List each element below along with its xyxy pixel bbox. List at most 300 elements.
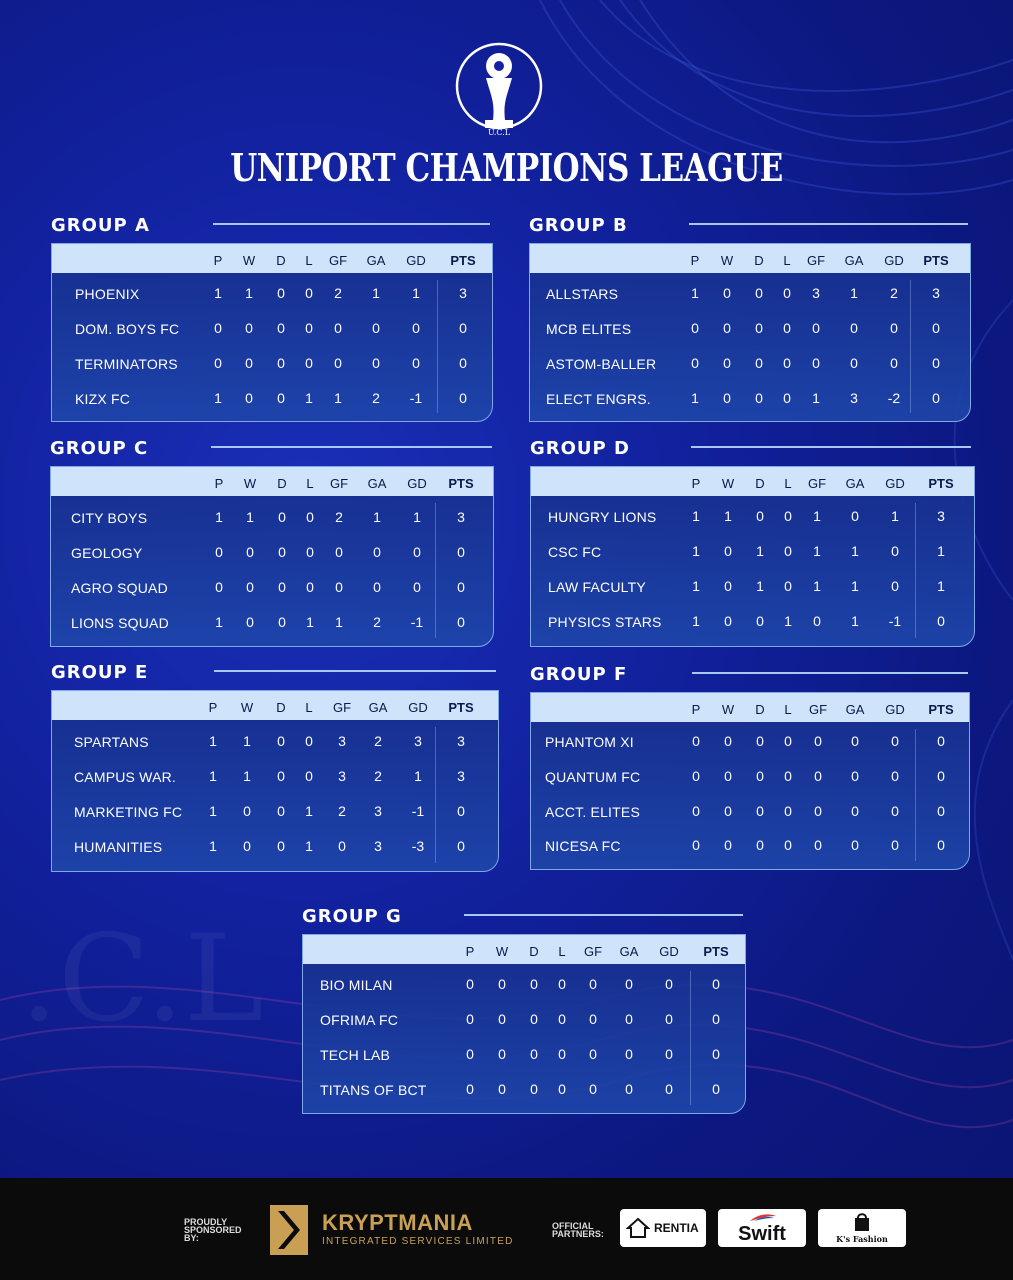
stat-pts: 0	[457, 579, 465, 595]
stat-pts: 0	[937, 768, 945, 784]
stat-w: 0	[724, 837, 732, 853]
column-header-ga: GA	[367, 476, 387, 491]
partner-swift	[718, 1209, 806, 1247]
stat-l: 0	[305, 733, 313, 749]
team-name: NICESA FC	[545, 838, 621, 854]
team-name: MCB ELITES	[546, 321, 632, 337]
stat-d: 0	[277, 355, 285, 371]
table-row	[531, 509, 974, 527]
stat-d: 0	[530, 1046, 538, 1062]
stat-p: 0	[691, 320, 699, 336]
shopping-bag-icon	[853, 1212, 871, 1232]
column-header-p: P	[691, 476, 701, 491]
stat-w: 0	[724, 733, 732, 749]
stat-gf: 0	[814, 768, 822, 784]
stat-ga: 3	[374, 803, 382, 819]
stat-pts: 3	[457, 768, 465, 784]
sponsor-subtitle: INTEGRATED SERVICES LIMITED	[322, 1236, 514, 1247]
stat-pts: 0	[712, 1081, 720, 1097]
stat-gf: 0	[589, 1011, 597, 1027]
table-row	[531, 544, 974, 562]
column-header-w: W	[720, 253, 734, 268]
stat-l: 0	[784, 837, 792, 853]
column-header-gf: GF	[328, 253, 348, 268]
stat-l: 0	[558, 1011, 566, 1027]
column-header-pts: PTS	[928, 476, 954, 491]
stat-d: 0	[278, 509, 286, 525]
table-header-row	[52, 244, 492, 273]
stat-pts: 0	[932, 390, 940, 406]
stat-gf: 0	[338, 838, 346, 854]
stat-w: 0	[498, 1011, 506, 1027]
group-b	[529, 215, 969, 450]
standings-table	[51, 243, 493, 422]
team-name: OFRIMA FC	[320, 1012, 399, 1028]
stat-p: 1	[692, 613, 700, 629]
team-name: PHOENIX	[75, 286, 140, 302]
column-header-pts: PTS	[703, 944, 729, 959]
stat-w: 0	[243, 803, 251, 819]
stat-l: 0	[305, 320, 313, 336]
stat-w: 0	[723, 285, 731, 301]
stat-p: 1	[214, 390, 222, 406]
stat-ga: 0	[373, 544, 381, 560]
stat-d: 0	[756, 613, 764, 629]
stat-w: 0	[724, 803, 732, 819]
stat-gf: 0	[589, 1046, 597, 1062]
stat-l: 0	[783, 355, 791, 371]
table-row	[51, 580, 493, 598]
stat-d: 1	[756, 543, 764, 559]
stat-gd: 3	[414, 733, 422, 749]
stat-gd: 0	[891, 543, 899, 559]
group-title-rule	[691, 446, 971, 448]
table-row	[531, 804, 969, 822]
standings-table	[530, 692, 970, 870]
stat-ga: 0	[850, 320, 858, 336]
stat-gf: 0	[589, 1081, 597, 1097]
column-header-w: W	[721, 476, 735, 491]
group-c	[50, 438, 492, 675]
stat-d: 0	[755, 390, 763, 406]
stat-gf: 0	[814, 733, 822, 749]
table-row	[52, 734, 498, 752]
stat-gd: -1	[409, 390, 423, 406]
team-name: LIONS SQUAD	[71, 615, 169, 631]
stat-pts: 1	[937, 578, 945, 594]
partners-label	[552, 1222, 604, 1238]
team-name: DOM. BOYS FC	[75, 321, 180, 337]
table-row	[52, 391, 492, 409]
group-g	[302, 906, 744, 1142]
partner-name: K's Fashion	[836, 1234, 888, 1244]
stat-l: 1	[306, 614, 314, 630]
table-row	[531, 734, 969, 752]
stat-ga: 1	[851, 613, 859, 629]
group-title-rule	[692, 672, 968, 674]
stat-pts: 3	[459, 285, 467, 301]
stat-d: 0	[530, 976, 538, 992]
stat-gf: 3	[812, 285, 820, 301]
stat-p: 1	[209, 768, 217, 784]
stat-w: 0	[723, 390, 731, 406]
stat-gf: 1	[334, 390, 342, 406]
column-header-l: L	[783, 253, 791, 268]
stat-w: 0	[724, 613, 732, 629]
stat-l: 0	[558, 1081, 566, 1097]
stat-ga: 2	[374, 768, 382, 784]
stat-p: 1	[209, 733, 217, 749]
table-header-row	[531, 467, 974, 496]
column-header-ga: GA	[368, 700, 388, 715]
team-name: AGRO SQUAD	[71, 580, 168, 596]
stat-ga: 1	[851, 543, 859, 559]
stat-ga: 0	[851, 733, 859, 749]
partner-ks-fashion	[818, 1209, 906, 1247]
stat-p: 1	[215, 509, 223, 525]
stat-ga: 0	[851, 768, 859, 784]
stat-w: 0	[724, 768, 732, 784]
table-header-row	[51, 467, 493, 496]
stat-p: 1	[692, 508, 700, 524]
stat-p: 0	[215, 579, 223, 595]
group-title: GROUP E	[51, 662, 149, 683]
stat-d: 0	[755, 285, 763, 301]
stat-pts: 0	[457, 803, 465, 819]
stat-gf: 2	[338, 803, 346, 819]
team-name: CAMPUS WAR.	[74, 769, 177, 785]
table-header-row	[530, 244, 970, 273]
column-header-gd: GD	[884, 253, 904, 268]
stat-w: 0	[498, 976, 506, 992]
team-name: CITY BOYS	[71, 510, 148, 526]
stat-d: 0	[755, 320, 763, 336]
stat-gf: 0	[812, 355, 820, 371]
stat-ga: 1	[851, 578, 859, 594]
stat-ga: 0	[373, 579, 381, 595]
stat-gd: 1	[413, 509, 421, 525]
stat-l: 0	[784, 508, 792, 524]
stat-p: 1	[215, 614, 223, 630]
stat-d: 0	[278, 544, 286, 560]
column-header-gd: GD	[408, 700, 428, 715]
column-header-w: W	[242, 253, 256, 268]
stat-gf: 1	[335, 614, 343, 630]
stat-l: 0	[306, 509, 314, 525]
stat-l: 0	[306, 544, 314, 560]
stat-d: 0	[756, 768, 764, 784]
stat-gf: 0	[335, 579, 343, 595]
stat-w: 1	[243, 768, 251, 784]
stat-gd: 0	[891, 733, 899, 749]
column-header-p: P	[208, 700, 218, 715]
stat-l: 0	[783, 285, 791, 301]
stat-pts: 0	[937, 613, 945, 629]
column-header-ga: GA	[845, 702, 865, 717]
stat-w: 0	[246, 614, 254, 630]
stat-pts: 0	[712, 976, 720, 992]
team-name: MARKETING FC	[74, 804, 183, 820]
standings-table	[529, 243, 971, 422]
group-title: GROUP F	[530, 664, 628, 685]
stat-gd: 0	[891, 768, 899, 784]
stat-ga: 3	[374, 838, 382, 854]
stat-d: 0	[277, 733, 285, 749]
stat-gf: 2	[335, 509, 343, 525]
stat-w: 1	[245, 285, 253, 301]
stat-gd: 0	[891, 578, 899, 594]
column-header-gd: GD	[406, 253, 426, 268]
stat-gf: 0	[334, 355, 342, 371]
stat-pts: 3	[457, 509, 465, 525]
stat-w: 0	[498, 1046, 506, 1062]
stat-pts: 3	[457, 733, 465, 749]
table-row	[303, 977, 745, 995]
sponsor-label-line: PROUDLY	[184, 1217, 228, 1227]
stat-l: 1	[305, 838, 313, 854]
stat-l: 0	[305, 355, 313, 371]
stat-l: 0	[306, 579, 314, 595]
stat-p: 0	[692, 803, 700, 819]
stat-pts: 0	[459, 320, 467, 336]
stat-l: 0	[783, 320, 791, 336]
stat-w: 0	[724, 578, 732, 594]
standings-table	[302, 934, 746, 1114]
partners-label-line: OFFICIAL	[552, 1221, 594, 1231]
stat-l: 0	[784, 768, 792, 784]
group-d	[530, 438, 973, 675]
stat-pts: 0	[457, 544, 465, 560]
stat-w: 0	[723, 320, 731, 336]
stat-ga: 0	[625, 1081, 633, 1097]
group-e	[51, 662, 497, 900]
team-name: LAW FACULTY	[548, 579, 646, 595]
column-header-d: D	[276, 253, 286, 268]
stat-pts: 0	[457, 614, 465, 630]
stat-d: 0	[530, 1081, 538, 1097]
group-title-rule	[213, 223, 490, 225]
stat-gd: -1	[411, 803, 425, 819]
stat-pts: 0	[937, 837, 945, 853]
stat-pts: 0	[932, 320, 940, 336]
group-title: GROUP C	[50, 438, 149, 459]
stat-p: 0	[692, 837, 700, 853]
stat-gd: -3	[411, 838, 425, 854]
stat-pts: 0	[937, 733, 945, 749]
stat-pts: 0	[712, 1046, 720, 1062]
swift-swoosh-icon	[748, 1212, 778, 1222]
stat-p: 1	[209, 803, 217, 819]
stat-pts: 3	[937, 508, 945, 524]
team-name: BIO MILAN	[320, 977, 393, 993]
stat-gd: 0	[665, 1011, 673, 1027]
stat-d: 1	[756, 578, 764, 594]
stat-gf: 0	[334, 320, 342, 336]
team-name: TECH LAB	[320, 1047, 391, 1063]
group-title-rule	[211, 446, 492, 448]
team-name: ACCT. ELITES	[545, 804, 640, 820]
stat-d: 0	[530, 1011, 538, 1027]
stat-p: 1	[692, 578, 700, 594]
column-header-pts: PTS	[923, 253, 949, 268]
team-name: PHANTOM XI	[545, 734, 634, 750]
group-title-rule	[464, 914, 743, 916]
column-header-p: P	[690, 253, 700, 268]
partner-name: RENTIA	[654, 1221, 699, 1235]
stat-p: 0	[691, 355, 699, 371]
team-name: ASTOM-BALLER	[546, 356, 657, 372]
stat-pts: 0	[712, 1011, 720, 1027]
stat-gd: 1	[414, 768, 422, 784]
stat-p: 1	[691, 390, 699, 406]
stat-ga: 1	[372, 285, 380, 301]
team-name: GEOLOGY	[71, 545, 143, 561]
sponsor-label-line: SPONSORED	[184, 1225, 242, 1235]
stat-gd: -1	[410, 614, 424, 630]
stat-gd: 1	[412, 285, 420, 301]
stat-l: 0	[784, 733, 792, 749]
table-header-row	[531, 693, 969, 722]
stat-p: 0	[466, 1011, 474, 1027]
stat-w: 1	[243, 733, 251, 749]
stat-pts: 0	[457, 838, 465, 854]
table-row	[51, 545, 493, 563]
table-row	[530, 321, 970, 339]
stat-d: 0	[756, 803, 764, 819]
stat-gf: 0	[814, 803, 822, 819]
group-title-rule	[689, 223, 968, 225]
column-header-d: D	[755, 702, 765, 717]
stat-ga: 0	[851, 508, 859, 524]
stat-d: 0	[278, 614, 286, 630]
column-header-gd: GD	[885, 702, 905, 717]
group-title: GROUP B	[529, 215, 628, 236]
stat-gd: -2	[887, 390, 901, 406]
stat-d: 0	[756, 508, 764, 524]
team-name: ALLSTARS	[546, 286, 619, 302]
stat-d: 0	[756, 733, 764, 749]
table-row	[51, 615, 493, 633]
stat-gd: 0	[665, 1081, 673, 1097]
stat-l: 0	[784, 803, 792, 819]
column-header-gf: GF	[807, 476, 827, 491]
team-name: KIZX FC	[75, 391, 131, 407]
stat-p: 1	[214, 285, 222, 301]
column-header-l: L	[784, 702, 792, 717]
stat-w: 0	[245, 320, 253, 336]
stat-pts: 0	[459, 355, 467, 371]
column-header-w: W	[721, 702, 735, 717]
stat-ga: 2	[372, 390, 380, 406]
stat-p: 0	[214, 355, 222, 371]
partners-label-line: PARTNERS:	[552, 1229, 604, 1239]
column-header-w: W	[243, 476, 257, 491]
column-header-gf: GF	[808, 702, 828, 717]
table-row	[531, 769, 969, 787]
column-header-gd: GD	[407, 476, 427, 491]
house-icon	[626, 1216, 650, 1240]
column-header-pts: PTS	[448, 700, 474, 715]
table-row	[303, 1082, 745, 1100]
stat-ga: 0	[625, 976, 633, 992]
stat-ga: 2	[373, 614, 381, 630]
sponsor-label	[184, 1218, 242, 1242]
group-a	[51, 215, 491, 450]
table-row	[303, 1047, 745, 1065]
stat-gf: 2	[334, 285, 342, 301]
stat-pts: 0	[937, 803, 945, 819]
stat-l: 0	[558, 976, 566, 992]
table-row	[531, 614, 974, 632]
table-row	[52, 804, 498, 822]
stat-gd: 0	[413, 579, 421, 595]
group-title: GROUP D	[530, 438, 630, 459]
stat-ga: 2	[374, 733, 382, 749]
league-title: UNIPORT CHAMPIONS LEAGUE	[230, 146, 783, 191]
stat-pts: 1	[937, 543, 945, 559]
stat-pts: 0	[459, 390, 467, 406]
standings-table	[50, 466, 494, 647]
column-header-d: D	[277, 476, 287, 491]
sponsor-label-line: BY:	[184, 1233, 199, 1243]
stat-gf: 0	[813, 613, 821, 629]
column-header-l: L	[784, 476, 792, 491]
stat-gf: 1	[813, 543, 821, 559]
column-header-gd: GD	[659, 944, 679, 959]
stat-p: 0	[466, 976, 474, 992]
column-header-w: W	[495, 944, 509, 959]
svg-text:.C.L: .C.L	[20, 910, 264, 1049]
stat-gd: 0	[891, 803, 899, 819]
table-row	[52, 321, 492, 339]
stat-p: 0	[692, 733, 700, 749]
table-row	[303, 1012, 745, 1030]
stat-d: 0	[277, 320, 285, 336]
column-header-gf: GF	[806, 253, 826, 268]
stat-gd: 0	[665, 976, 673, 992]
stat-gf: 0	[812, 320, 820, 336]
stat-gf: 0	[335, 544, 343, 560]
team-name: HUMANITIES	[74, 839, 163, 855]
logo-text: U.C.L	[487, 128, 511, 137]
column-header-l: L	[306, 476, 314, 491]
team-name: PHYSICS STARS	[548, 614, 662, 630]
stat-d: 0	[756, 837, 764, 853]
stat-gf: 3	[338, 768, 346, 784]
group-f	[530, 664, 968, 898]
column-header-l: L	[305, 253, 313, 268]
stat-ga: 3	[850, 390, 858, 406]
table-row	[52, 769, 498, 787]
stat-ga: 0	[625, 1046, 633, 1062]
stat-d: 0	[278, 579, 286, 595]
column-header-p: P	[465, 944, 475, 959]
column-header-w: W	[240, 700, 254, 715]
column-header-d: D	[529, 944, 539, 959]
ucl-trophy-logo-icon	[455, 40, 543, 140]
column-header-ga: GA	[366, 253, 386, 268]
column-header-ga: GA	[845, 476, 865, 491]
table-header-row	[303, 935, 745, 964]
group-title: GROUP A	[51, 215, 150, 236]
stat-gd: -1	[888, 613, 902, 629]
team-name: SPARTANS	[74, 734, 149, 750]
stat-w: 0	[498, 1081, 506, 1097]
stat-p: 1	[209, 838, 217, 854]
stat-p: 1	[692, 543, 700, 559]
stat-l: 0	[783, 390, 791, 406]
column-header-l: L	[558, 944, 566, 959]
